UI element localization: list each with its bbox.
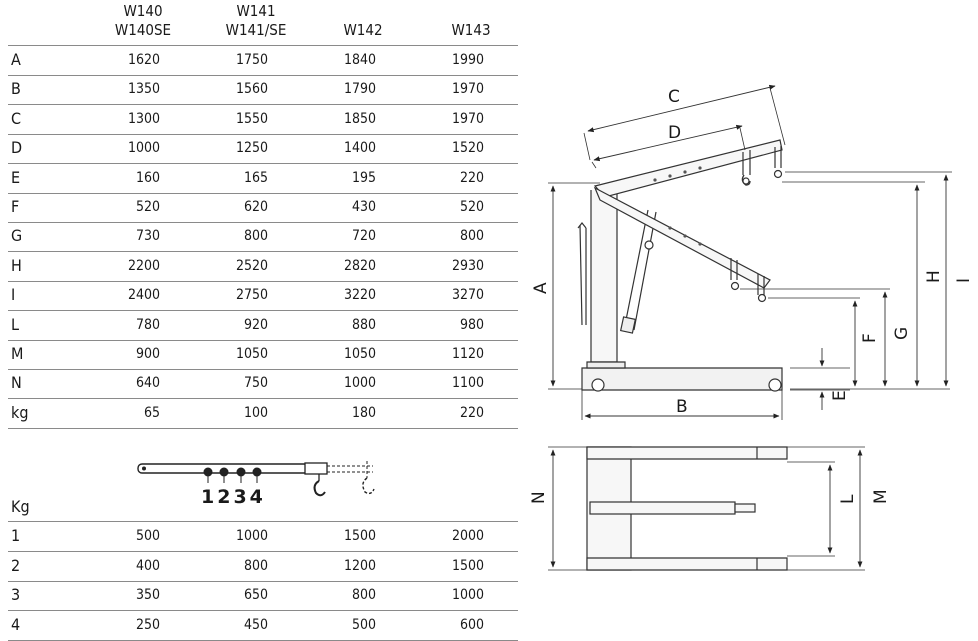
dim-i-label: I <box>954 277 974 283</box>
table-cell: 1750 <box>235 52 268 68</box>
table-cell: 2200 <box>127 257 160 274</box>
table-cell: 1300 <box>127 110 160 127</box>
header-w140-line1: W140 <box>123 2 163 20</box>
dim-h-label: H <box>924 270 944 283</box>
row-label: G <box>11 226 23 246</box>
base-frame <box>582 368 782 390</box>
table-cell: 800 <box>243 228 268 245</box>
header-w141-line1: W141 <box>236 2 276 20</box>
table-cell: 1000 <box>235 528 268 544</box>
row-label: 3 <box>11 585 21 604</box>
dim-e-label: E <box>830 390 850 401</box>
table-cell: 350 <box>135 587 160 603</box>
table-cell: 980 <box>459 316 484 333</box>
table-cell: 1970 <box>451 81 484 98</box>
table-cell: 1840 <box>343 52 376 68</box>
table-cell: 1000 <box>127 140 160 157</box>
handle <box>580 225 586 325</box>
table-cell: 1790 <box>343 81 376 98</box>
row-label: L <box>11 314 20 334</box>
table-cell: 1850 <box>343 110 376 127</box>
dim-g-label: G <box>892 326 912 340</box>
table-cell: 1500 <box>343 528 376 544</box>
row-label: B <box>11 79 21 99</box>
table-cell: 520 <box>459 199 484 215</box>
row-label: H <box>11 255 22 275</box>
table-cell: 195 <box>351 169 376 186</box>
dim-l-label: L <box>838 494 858 504</box>
row-label: kg <box>11 402 29 422</box>
table-cell: 1560 <box>235 81 268 98</box>
positions-caption: 1234 <box>201 486 266 508</box>
table-cell: 165 <box>243 169 268 186</box>
table-cell: 1970 <box>451 110 484 127</box>
table-cell: 1520 <box>451 140 484 157</box>
table-cell: 1050 <box>343 346 376 362</box>
row-label: C <box>11 108 22 128</box>
header-w140-line2: W140SE <box>114 21 172 39</box>
table-cell: 2000 <box>451 528 484 544</box>
plan-boom <box>590 502 735 514</box>
dim-a-label: A <box>531 282 551 294</box>
table-cell: 1550 <box>235 110 268 127</box>
dim-m-label: M <box>871 489 891 504</box>
table-cell: 2750 <box>235 287 268 304</box>
dim-f-label: F <box>860 333 880 343</box>
header-w141-line2: W141/SE <box>225 21 287 39</box>
header-w142-line1: W142 <box>343 21 383 39</box>
table-cell: 880 <box>351 316 376 333</box>
table-cell: 500 <box>135 528 160 544</box>
table-cell: 250 <box>135 616 160 633</box>
table-cell: 1050 <box>235 346 268 362</box>
table-cell: 650 <box>243 587 268 603</box>
table-cell: 1250 <box>235 140 268 157</box>
table-cell: 500 <box>351 616 376 633</box>
table-cell: 750 <box>243 375 268 392</box>
table-cell: 430 <box>351 199 376 215</box>
table-cell: 1120 <box>451 346 484 362</box>
table-cell: 600 <box>459 616 484 633</box>
table-cell: 920 <box>243 316 268 333</box>
table-cell: 1000 <box>451 587 484 603</box>
table-cell: 3270 <box>451 287 484 304</box>
table-cell: 220 <box>459 404 484 421</box>
table-cell: 800 <box>351 587 376 603</box>
table-cell: 1000 <box>343 375 376 392</box>
dim-d-label: D <box>668 123 682 143</box>
table-cell: 900 <box>135 346 160 362</box>
header-w143-line1: W143 <box>451 21 491 39</box>
table-cell: 780 <box>135 316 160 333</box>
table-cell: 100 <box>243 404 268 421</box>
boom-lowered <box>595 188 770 288</box>
boom-raised <box>595 140 782 197</box>
rear-wheel <box>592 379 604 391</box>
dim-c-line <box>588 86 775 131</box>
row-label: 2 <box>11 555 21 575</box>
table-cell: 1620 <box>127 52 160 68</box>
table-cell: 1200 <box>343 557 376 574</box>
table-cell: 180 <box>351 404 376 421</box>
table-cell: 1990 <box>451 52 484 68</box>
table-cell: 160 <box>135 169 160 186</box>
table-cell: 720 <box>351 228 376 245</box>
table-cell: 2930 <box>451 257 484 274</box>
table-cell: 520 <box>135 199 160 215</box>
table-cell: 1500 <box>451 557 484 574</box>
row-label: E <box>11 167 21 187</box>
table-cell: 3220 <box>343 287 376 304</box>
row-label: N <box>11 373 22 393</box>
mast <box>591 190 617 362</box>
row-label: D <box>11 138 23 158</box>
row-label: A <box>11 50 21 69</box>
table-cell: 1100 <box>451 375 484 392</box>
front-wheel <box>769 379 781 391</box>
table-cell: 2520 <box>235 257 268 274</box>
row-label: 1 <box>11 526 21 545</box>
row-label: 4 <box>11 614 21 634</box>
table-cell: 450 <box>243 616 268 633</box>
dim-c-label: C <box>668 87 680 107</box>
load-unit-label: Kg <box>11 497 30 516</box>
row-label: M <box>11 344 24 363</box>
dim-n-label: N <box>529 491 549 504</box>
table-cell: 800 <box>459 228 484 245</box>
table-cell: 730 <box>135 228 160 245</box>
table-cell: 220 <box>459 169 484 186</box>
dim-b-label: B <box>676 397 688 417</box>
table-cell: 65 <box>143 404 160 421</box>
table-cell: 2820 <box>343 257 376 274</box>
table-cell: 640 <box>135 375 160 392</box>
table-cell: 1350 <box>127 81 160 98</box>
table-cell: 2400 <box>127 287 160 304</box>
row-label: F <box>11 197 20 216</box>
table-cell: 620 <box>243 199 268 215</box>
row-label: I <box>11 285 16 305</box>
table-cell: 1400 <box>343 140 376 157</box>
table-cell: 400 <box>135 557 160 574</box>
table-cell: 800 <box>243 557 268 574</box>
